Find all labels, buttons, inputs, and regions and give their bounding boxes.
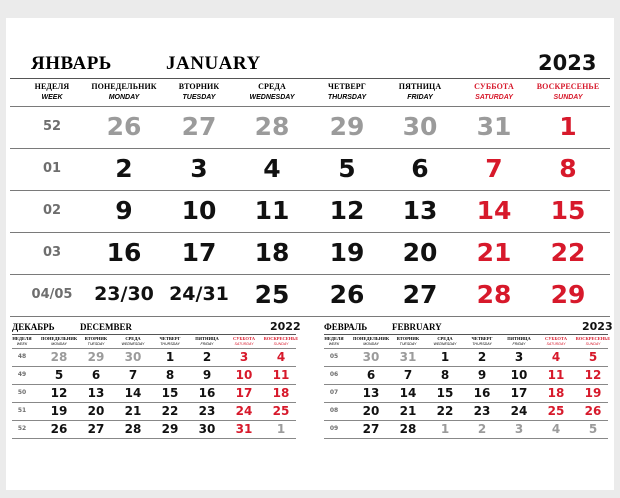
main-day-cell: 3: [190, 154, 208, 183]
mini-day-cell: 1: [276, 422, 286, 436]
mini-day-cell: 22: [436, 404, 454, 418]
mini-week-number: 52: [17, 425, 27, 432]
mini-day-cell: 29: [87, 350, 105, 364]
mini-day-cell: 8: [165, 368, 175, 382]
mini-header-ru-2: ВТОРНИК: [84, 336, 108, 341]
mini-day-cell: 11: [547, 368, 565, 382]
main-header-en-2: TUESDAY: [182, 94, 216, 101]
main-day-cell: 12: [329, 196, 365, 225]
mini-header-en-4: THURSDAY: [472, 342, 492, 346]
mini-header-ru-2: ВТОРНИК: [396, 336, 420, 341]
main-day-cell: 28: [476, 280, 512, 309]
mini-day-cell: 2: [202, 350, 212, 364]
main-day-cell: 13: [402, 196, 438, 225]
main-header-en-6: SATURDAY: [475, 94, 513, 101]
main-day-cell: 28: [254, 112, 290, 141]
mini-day-cell: 26: [50, 422, 68, 436]
mini-header-en-6: SATURDAY: [546, 342, 566, 346]
main-day-cell: 19: [329, 238, 365, 267]
main-day-cell: 11: [254, 196, 290, 225]
mini-day-cell: 18: [272, 386, 290, 400]
mini-header-ru-5: ПЯТНИЦА: [195, 336, 219, 341]
main-day-cell: 14: [476, 196, 512, 225]
mini-day-cell: 9: [477, 368, 487, 382]
main-day-cell: 26: [329, 280, 365, 309]
mini-week-number: 08: [329, 407, 339, 414]
mini-day-cell: 23: [473, 404, 491, 418]
mini-header-en-1: MONDAY: [51, 342, 67, 346]
main-header-ru-7: ВОСКРЕСЕНЬЕ: [536, 82, 600, 91]
mini-day-cell: 19: [584, 386, 602, 400]
main-row-rule: [10, 316, 610, 317]
main-day-cell: 24/31: [169, 283, 229, 305]
mini-day-cell: 1: [440, 422, 450, 436]
main-title-rule: [10, 78, 610, 79]
mini-row-rule: [12, 348, 296, 349]
mini-year: 2023: [582, 320, 613, 333]
mini-week-number: 06: [329, 371, 339, 378]
mini-row-rule: [324, 348, 608, 349]
mini-day-cell: 3: [514, 350, 524, 364]
mini-header-en-3: WEDNESDAY: [433, 342, 457, 346]
mini-row-rule: [324, 402, 608, 403]
mini-day-cell: 27: [87, 422, 105, 436]
mini-row-rule: [12, 420, 296, 421]
mini-day-cell: 30: [124, 350, 142, 364]
mini-title-rule: [12, 334, 296, 335]
mini-day-cell: 1: [165, 350, 175, 364]
mini-header-en-1: MONDAY: [363, 342, 379, 346]
main-day-cell: 29: [329, 112, 365, 141]
mini-week-number: 50: [17, 389, 27, 396]
main-day-cell: 18: [254, 238, 290, 267]
main-day-cell: 8: [559, 154, 577, 183]
main-day-cell: 6: [411, 154, 429, 183]
main-row-rule: [10, 190, 610, 191]
mini-day-cell: 13: [87, 386, 105, 400]
mini-day-cell: 19: [50, 404, 68, 418]
main-day-cell: 9: [115, 196, 133, 225]
main-row-rule: [10, 106, 610, 107]
mini-day-cell: 25: [547, 404, 565, 418]
main-day-cell: 1: [559, 112, 577, 141]
mini-header-ru-1: ПОНЕДЕЛЬНИК: [353, 336, 390, 341]
mini-month-en: FEBRUARY: [392, 322, 442, 332]
main-header-ru-5: ПЯТНИЦА: [398, 82, 442, 91]
mini-header-ru-0: НЕДЕЛЯ: [324, 336, 344, 341]
mini-day-cell: 21: [124, 404, 142, 418]
mini-day-cell: 7: [403, 368, 413, 382]
mini-week-number: 51: [17, 407, 27, 414]
mini-day-cell: 30: [362, 350, 380, 364]
main-day-cell: 30: [402, 112, 438, 141]
mini-day-cell: 25: [272, 404, 290, 418]
main-row-rule: [10, 274, 610, 275]
mini-day-cell: 28: [399, 422, 417, 436]
mini-day-cell: 11: [272, 368, 290, 382]
main-day-cell: 22: [550, 238, 586, 267]
mini-header-ru-6: СУББОТА: [233, 336, 255, 341]
main-week-number: 04/05: [31, 287, 73, 302]
mini-day-cell: 29: [161, 422, 179, 436]
mini-day-cell: 28: [124, 422, 142, 436]
main-row-rule: [10, 148, 610, 149]
mini-header-ru-4: ЧЕТВЕРГ: [471, 336, 493, 341]
mini-year: 2022: [270, 320, 301, 333]
mini-day-cell: 7: [128, 368, 138, 382]
mini-day-cell: 4: [551, 350, 561, 364]
mini-week-number: 09: [329, 425, 339, 432]
main-day-cell: 15: [550, 196, 586, 225]
mini-row-rule: [324, 384, 608, 385]
mini-day-cell: 26: [584, 404, 602, 418]
mini-day-cell: 8: [440, 368, 450, 382]
main-week-number: 52: [42, 119, 62, 134]
main-day-cell: 27: [402, 280, 438, 309]
mini-header-en-2: TUESDAY: [399, 342, 417, 346]
main-day-cell: 20: [402, 238, 438, 267]
mini-week-number: 48: [17, 353, 27, 360]
mini-day-cell: 5: [588, 350, 598, 364]
mini-day-cell: 22: [161, 404, 179, 418]
mini-day-cell: 16: [473, 386, 491, 400]
main-day-cell: 2: [115, 154, 133, 183]
calendar-sheet: [6, 18, 614, 490]
mini-day-cell: 12: [50, 386, 68, 400]
mini-day-cell: 16: [198, 386, 216, 400]
mini-header-ru-0: НЕДЕЛЯ: [12, 336, 32, 341]
mini-day-cell: 6: [366, 368, 376, 382]
main-header-ru-3: СРЕДА: [258, 82, 286, 91]
mini-day-cell: 17: [510, 386, 528, 400]
mini-day-cell: 4: [276, 350, 286, 364]
mini-day-cell: 31: [235, 422, 253, 436]
main-day-cell: 5: [338, 154, 356, 183]
mini-day-cell: 10: [510, 368, 528, 382]
mini-day-cell: 5: [588, 422, 598, 436]
mini-day-cell: 31: [399, 350, 417, 364]
mini-month-ru: ФЕВРАЛЬ: [324, 322, 368, 332]
mini-day-cell: 30: [198, 422, 216, 436]
main-day-cell: 26: [106, 112, 142, 141]
main-header-en-3: WEDNESDAY: [249, 94, 295, 101]
mini-day-cell: 5: [54, 368, 64, 382]
mini-header-en-0: WEEK: [16, 342, 28, 346]
main-week-number: 03: [42, 245, 62, 260]
mini-header-ru-3: СРЕДА: [437, 336, 453, 341]
mini-header-en-3: WEDNESDAY: [121, 342, 145, 346]
main-header-en-5: FRIDAY: [407, 94, 433, 101]
mini-day-cell: 28: [50, 350, 68, 364]
mini-day-cell: 23: [198, 404, 216, 418]
mini-header-en-5: FRIDAY: [200, 342, 214, 346]
mini-row-rule: [12, 384, 296, 385]
mini-header-ru-3: СРЕДА: [125, 336, 141, 341]
main-month-en: JANUARY: [166, 53, 261, 74]
mini-day-cell: 2: [477, 422, 487, 436]
mini-row-rule: [324, 366, 608, 367]
main-day-cell: 25: [254, 280, 290, 309]
mini-header-ru-7: ВОСКРЕСЕНЬЕ: [263, 336, 299, 341]
main-month-ru: ЯНВАРЬ: [31, 53, 112, 74]
mini-day-cell: 2: [477, 350, 487, 364]
mini-day-cell: 3: [514, 422, 524, 436]
mini-day-cell: 10: [235, 368, 253, 382]
mini-day-cell: 27: [362, 422, 380, 436]
main-header-ru-2: ВТОРНИК: [178, 82, 220, 91]
mini-header-en-5: FRIDAY: [512, 342, 526, 346]
mini-day-cell: 15: [161, 386, 179, 400]
main-header-en-4: THURSDAY: [327, 94, 367, 101]
mini-month-ru: ДЕКАБРЬ: [12, 322, 55, 332]
mini-day-cell: 24: [235, 404, 253, 418]
mini-day-cell: 21: [399, 404, 417, 418]
mini-month-en: DECEMBER: [80, 322, 133, 332]
mini-header-ru-5: ПЯТНИЦА: [507, 336, 531, 341]
mini-day-cell: 1: [440, 350, 450, 364]
mini-row-rule: [324, 438, 608, 439]
main-day-cell: 27: [181, 112, 217, 141]
main-day-cell: 10: [181, 196, 217, 225]
main-day-cell: 29: [550, 280, 586, 309]
mini-day-cell: 15: [436, 386, 454, 400]
mini-header-ru-1: ПОНЕДЕЛЬНИК: [41, 336, 78, 341]
main-header-ru-0: НЕДЕЛЯ: [34, 82, 70, 91]
mini-day-cell: 24: [510, 404, 528, 418]
mini-week-number: 07: [329, 389, 339, 396]
mini-header-ru-6: СУББОТА: [545, 336, 567, 341]
mini-header-ru-7: ВОСКРЕСЕНЬЕ: [575, 336, 611, 341]
main-week-number: 01: [42, 161, 62, 176]
mini-day-cell: 9: [202, 368, 212, 382]
mini-day-cell: 18: [547, 386, 565, 400]
mini-header-ru-4: ЧЕТВЕРГ: [159, 336, 181, 341]
mini-header-en-6: SATURDAY: [234, 342, 254, 346]
mini-header-en-4: THURSDAY: [160, 342, 180, 346]
mini-week-number: 05: [329, 353, 339, 360]
mini-row-rule: [324, 420, 608, 421]
mini-day-cell: 6: [91, 368, 101, 382]
mini-day-cell: 20: [362, 404, 380, 418]
mini-day-cell: 12: [584, 368, 602, 382]
main-row-rule: [10, 232, 610, 233]
mini-header-en-2: TUESDAY: [87, 342, 105, 346]
main-header-en-1: MONDAY: [108, 94, 140, 101]
mini-day-cell: 14: [399, 386, 417, 400]
main-header-en-7: SUNDAY: [553, 94, 583, 101]
mini-week-number: 49: [17, 371, 27, 378]
main-day-cell: 31: [476, 112, 512, 141]
mini-header-en-0: WEEK: [328, 342, 340, 346]
main-day-cell: 16: [106, 238, 142, 267]
main-day-cell: 17: [181, 238, 217, 267]
mini-row-rule: [12, 402, 296, 403]
mini-header-en-7: SUNDAY: [585, 342, 601, 346]
main-year: 2023: [538, 51, 597, 75]
main-header-ru-1: ПОНЕДЕЛЬНИК: [91, 82, 157, 91]
main-header-en-0: WEEK: [41, 94, 63, 101]
mini-day-cell: 20: [87, 404, 105, 418]
mini-day-cell: 14: [124, 386, 142, 400]
mini-row-rule: [12, 366, 296, 367]
main-header-ru-4: ЧЕТВЕРГ: [328, 82, 366, 91]
mini-header-en-7: SUNDAY: [273, 342, 289, 346]
main-day-cell: 4: [263, 154, 281, 183]
mini-day-cell: 4: [551, 422, 561, 436]
main-day-cell: 7: [485, 154, 503, 183]
mini-title-rule: [324, 334, 608, 335]
main-day-cell: 21: [476, 238, 512, 267]
main-week-number: 02: [42, 203, 62, 218]
mini-row-rule: [12, 438, 296, 439]
main-day-cell: 23/30: [94, 283, 154, 305]
mini-day-cell: 3: [239, 350, 249, 364]
main-header-ru-6: СУББОТА: [474, 82, 514, 91]
mini-day-cell: 17: [235, 386, 253, 400]
mini-day-cell: 13: [362, 386, 380, 400]
